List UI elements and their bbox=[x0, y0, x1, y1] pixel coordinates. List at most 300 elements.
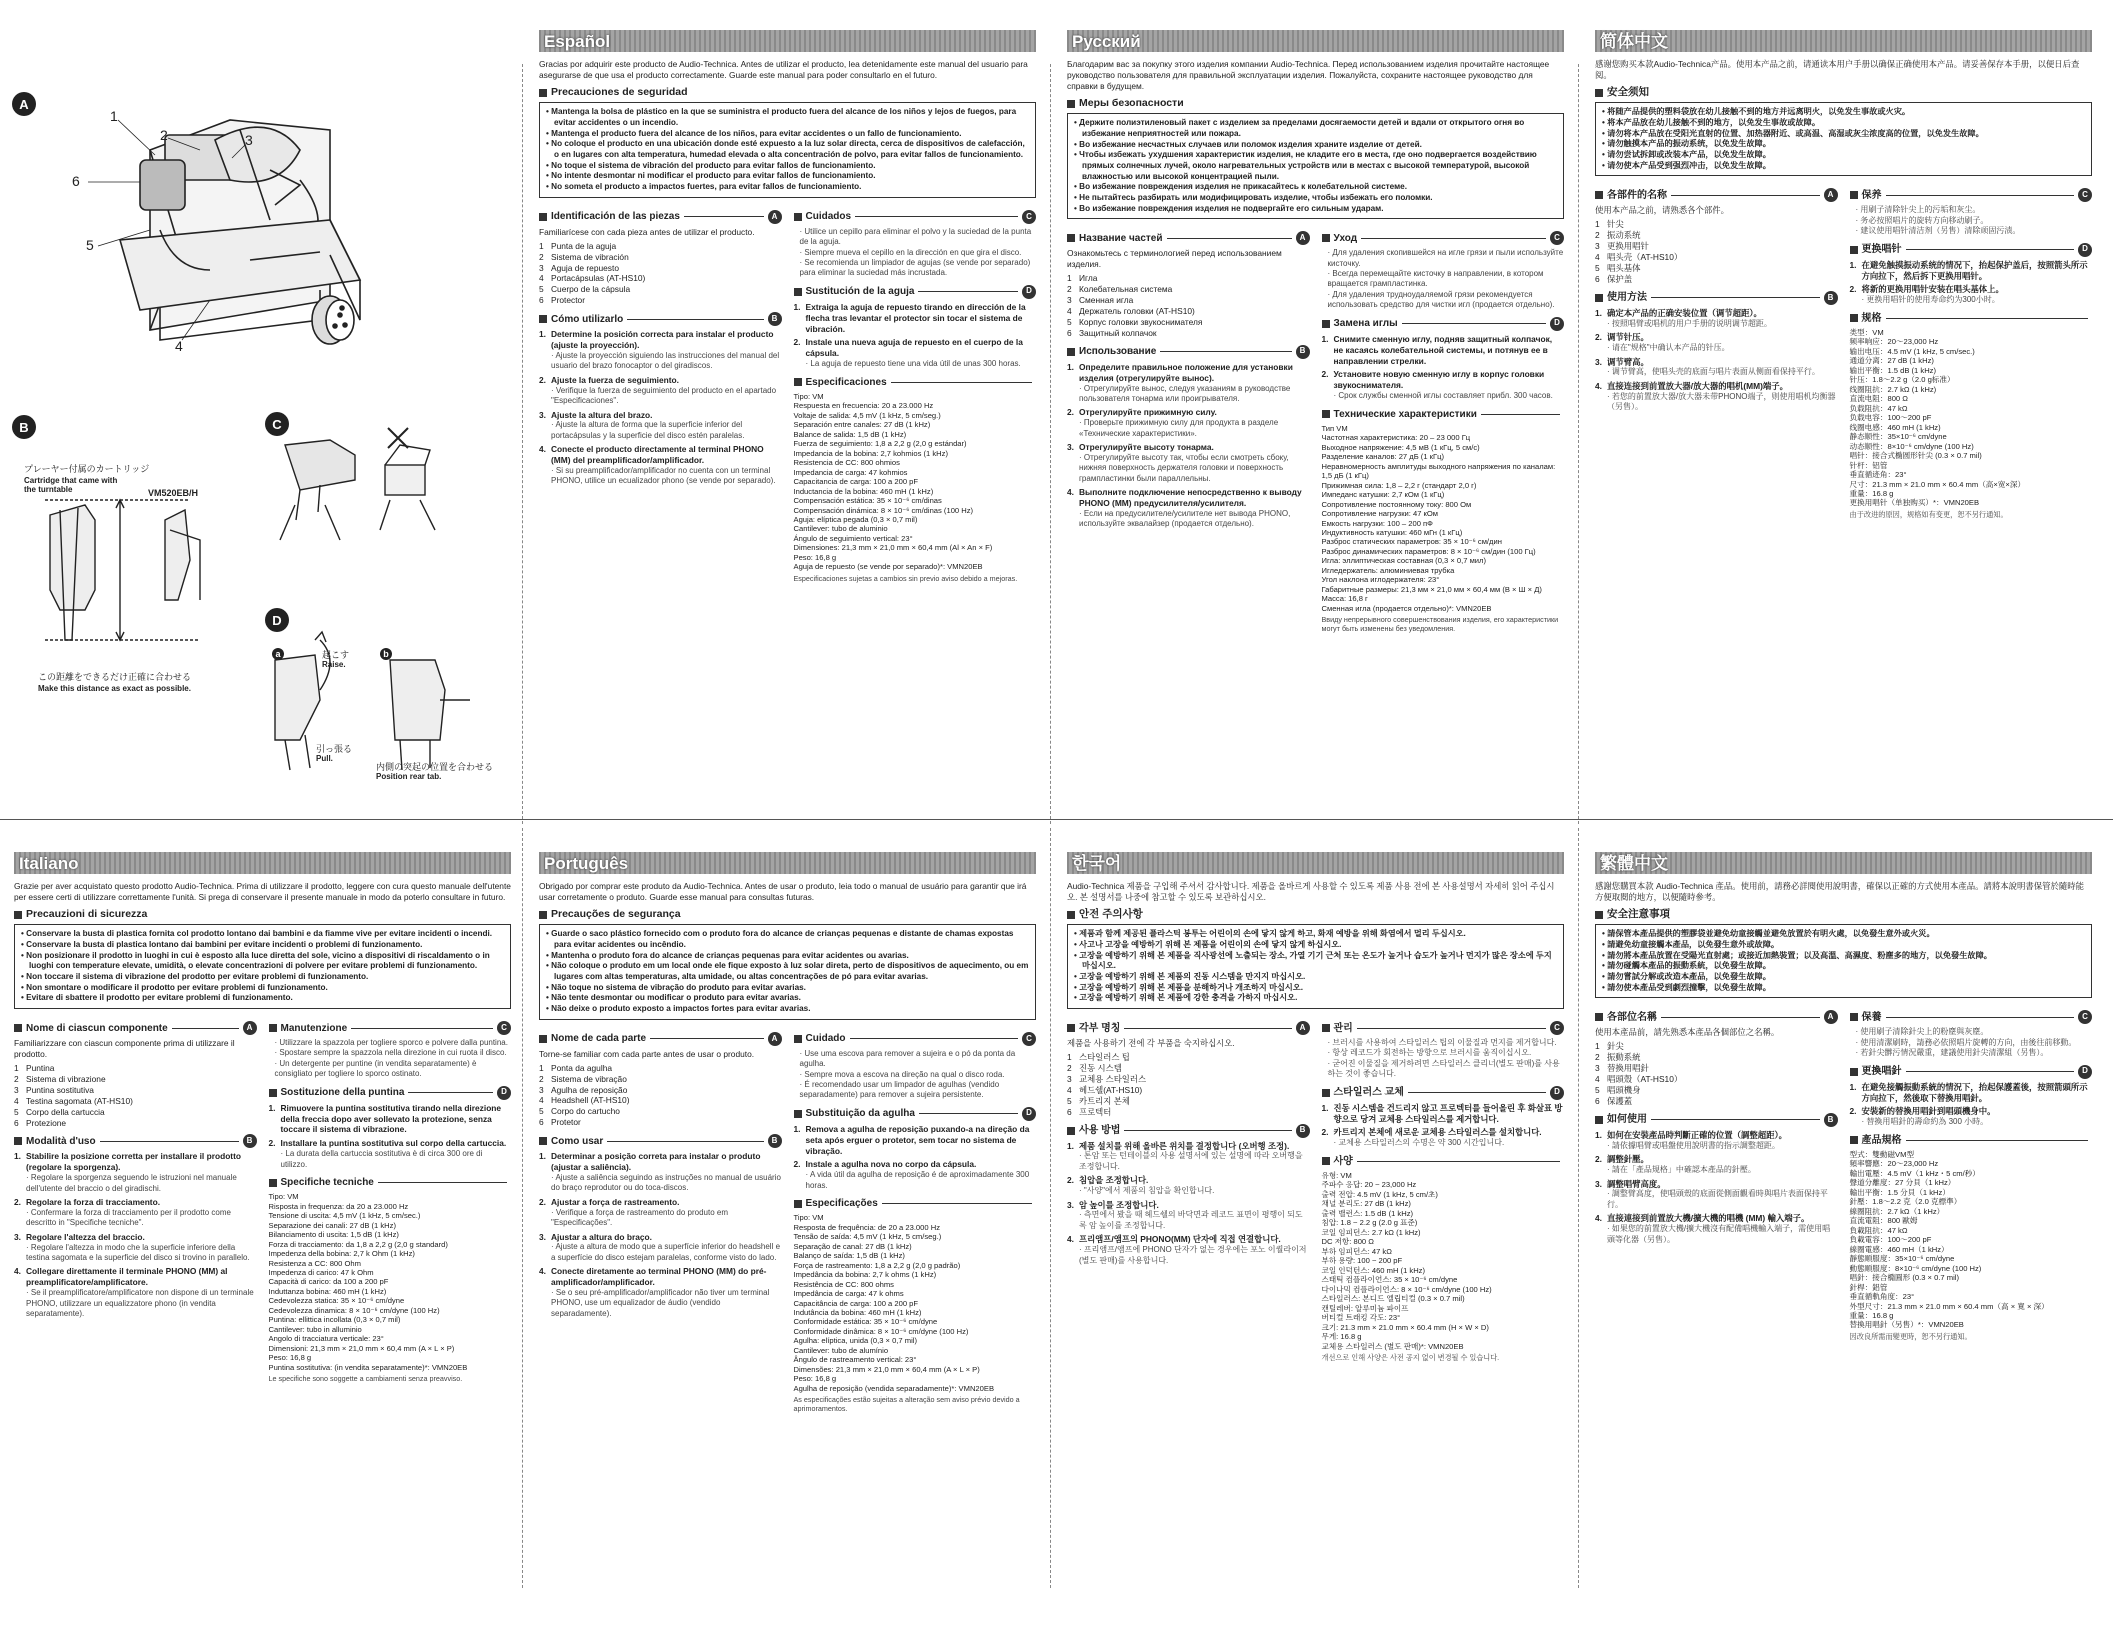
spec-note: Especificaciones sujetas a cambios sin previo aviso debido a mejoras. bbox=[793, 573, 1018, 583]
d-raise-en: Raise. bbox=[322, 660, 346, 669]
step-number: 1. bbox=[1321, 1102, 1329, 1113]
right-column bbox=[269, 1015, 512, 1384]
panel-title: Português bbox=[544, 854, 629, 873]
part-name: 프로텍터 bbox=[1079, 1106, 1112, 1117]
panel-title: 한국어 bbox=[1072, 854, 1122, 873]
replace-heading bbox=[1322, 1086, 1565, 1100]
step-item bbox=[539, 375, 782, 407]
step-title: 調整唱臂高度。 bbox=[1607, 1178, 1666, 1189]
step-number: 3. bbox=[539, 409, 546, 420]
safety-box bbox=[539, 102, 1036, 197]
step-number: 1. bbox=[793, 301, 801, 312]
safety-item: • Evitare di sbattere il prodotto per evitare problemi di funzionamento. bbox=[21, 993, 504, 1004]
step-title: Отрегулируйте прижимную силу. bbox=[1079, 407, 1217, 418]
step-item bbox=[539, 1197, 782, 1229]
safety-item: • 請勿碰觸本產品的振動系統，以免發生故障。 bbox=[1602, 961, 2085, 972]
care-item: · 使用清潔刷時，請務必依照唱片旋轉的方向，由後往前移動。 bbox=[1855, 1037, 2077, 1047]
care-heading bbox=[1850, 1010, 2093, 1024]
part-item bbox=[1067, 306, 1310, 317]
part-item bbox=[1595, 1096, 1838, 1107]
spec-note: As especificações estão sujeitas a alteração sem aviso prévio devido a aprimoramentos. bbox=[793, 1395, 1020, 1413]
step-number: 1. bbox=[539, 1151, 546, 1162]
part-name: 保护盖 bbox=[1607, 273, 1633, 284]
part-name: 唱頭殼（AT-HS10） bbox=[1607, 1074, 1683, 1085]
care-item: · Всегда перемещайте кисточку в направлении, в котором вращается грампластинка. bbox=[1327, 269, 1544, 289]
step-detail: · "사양"에서 제품의 침압을 확인합니다. bbox=[1079, 1186, 1215, 1196]
right-column bbox=[1850, 1004, 2093, 1341]
part-number: 5 bbox=[1067, 316, 1072, 327]
step-detail: · 请在"规格"中确认本产品的针压。 bbox=[1607, 343, 1730, 353]
part-number: 2 bbox=[539, 1073, 544, 1084]
replace-title: Замена иглы bbox=[1333, 318, 1398, 330]
safety-item: • Non posizionare il prodotto in luoghi in cui è esposto alla luce diretta del sole, vicino a dispositivi di riscaldamento o in luoghi con temperature elevate, umidità, o elevate concentrazioni di polvere per evitare problemi di funzionamento. bbox=[21, 951, 504, 972]
care-item: · Sempre mova a escova na direção na qual o disco roda. bbox=[799, 1069, 1005, 1079]
part-item bbox=[14, 1063, 257, 1074]
part-item bbox=[14, 1085, 257, 1096]
parts-heading bbox=[1595, 188, 1838, 202]
step-number: 4. bbox=[1595, 1213, 1602, 1224]
step-item bbox=[1067, 362, 1310, 405]
panel-intro: Благодарим вас за покупку этого изделия компании Audio-Technica. Перед использованием изделия прочитайте настоящее руководство пользователя для правильной эксплуатации изделия. Пожалуйста, сохраните настоящее руководство для справки в будущем. bbox=[1067, 59, 1550, 91]
part-name: 카트리지 본체 bbox=[1079, 1095, 1130, 1106]
part-number: 4 bbox=[539, 1095, 544, 1106]
step-number: 2. bbox=[1595, 1154, 1602, 1165]
part-name: 스타일러스 팁 bbox=[1079, 1052, 1130, 1062]
care-item: · 务必按照唱片的旋转方向移动刷子。 bbox=[1855, 215, 1989, 225]
step-title: Rimuovere la puntina sostitutiva tirando nella direzione della freccia dopo aver sollevato la protezione, senza toccare il sistema di vibrazione. bbox=[280, 1102, 502, 1135]
step-detail: · Срок службы сменной иглы составляет прибл. 300 часов. bbox=[1333, 391, 1553, 401]
right-column bbox=[794, 1026, 1037, 1414]
safety-item: • 請勿嘗試分解或改造本產品，以免發生故障。 bbox=[1602, 972, 2085, 983]
replace-title: Substituição da agulha bbox=[805, 1108, 915, 1120]
safety-heading bbox=[1595, 86, 2092, 100]
step-title: Stabilire la posizione corretta per installare il prodotto (regolare la sporgenza). bbox=[26, 1151, 242, 1173]
care-title: Уход bbox=[1333, 232, 1358, 244]
safety-title: 安全注意事項 bbox=[1607, 907, 1670, 920]
care-item: · 항상 레코드가 회전하는 방향으로 브러시를 움직이십시오. bbox=[1327, 1048, 1532, 1058]
replace-badge: D bbox=[497, 1086, 511, 1100]
care-item: · 브러시를 사용하여 스타일러스 팁의 이물질과 먼지를 제거합니다. bbox=[1327, 1038, 1557, 1048]
step-detail: · 교체용 스타일러스의 수명은 약 300 시간입니다. bbox=[1333, 1138, 1505, 1148]
step-title: Conecte el producto directamente al terminal PHONO (MM) del preamplificador/amplificador. bbox=[551, 444, 764, 466]
safety-item: • 请勿触摸本产品的振动系统，以免发生故障。 bbox=[1602, 139, 2085, 150]
replace-heading bbox=[794, 1107, 1037, 1121]
step-detail: · 측면에서 봤을 때 헤드쉘의 바닥면과 레코드 표면이 평행이 되도록 암 높이를 조정합니다. bbox=[1079, 1210, 1303, 1230]
replace-title: 스타일러스 교체 bbox=[1333, 1087, 1404, 1099]
step-item bbox=[1322, 1103, 1565, 1125]
use-badge: B bbox=[243, 1134, 257, 1148]
part-name: 교체용 스타일러스 bbox=[1079, 1073, 1147, 1084]
spec-title: 规格 bbox=[1861, 312, 1882, 324]
fold-line-6 bbox=[1578, 828, 1579, 1588]
step-item bbox=[1067, 407, 1310, 439]
section-b-badge: B bbox=[12, 415, 36, 439]
care-badge: C bbox=[1022, 210, 1036, 224]
part-name: Portacápsulas (AT-HS10) bbox=[551, 273, 646, 284]
step-detail: · Ajuste la altura de forma que la superficie inferior del portacápsulas y la superficie del disco estén paralelas. bbox=[551, 420, 745, 440]
use-title: Modalità d'uso bbox=[26, 1135, 96, 1147]
step-item bbox=[1595, 308, 1838, 329]
use-badge: B bbox=[1824, 1113, 1838, 1127]
part-number: 6 bbox=[539, 1117, 544, 1128]
step-number: 2. bbox=[1595, 332, 1602, 343]
safety-heading bbox=[539, 86, 1036, 100]
safety-box bbox=[1067, 924, 1564, 1009]
care-heading bbox=[794, 1032, 1037, 1046]
care-item: · 建议使用唱针清洁剂（另售）清除顽固污渍。 bbox=[1855, 226, 2021, 236]
left-column bbox=[1067, 1015, 1310, 1363]
safety-item: • 고장을 예방하기 위해 본 제품을 직사광선에 노출되는 장소, 가열 기기 근처 또는 온도가 높거나 습도가 높거나 먼지가 많은 장소에 두지 마십시오. bbox=[1074, 951, 1557, 972]
spec-note: 由于改进的原因，规格如有变更，恕不另行通知。 bbox=[1849, 509, 2008, 519]
step-item bbox=[1067, 487, 1310, 530]
parts-intro: Torne-se familiar com cada parte antes de usar o produto. bbox=[539, 1048, 755, 1059]
parts-badge: A bbox=[1824, 188, 1838, 202]
part-name: 替換用唱針 bbox=[1607, 1063, 1649, 1074]
use-title: Использование bbox=[1079, 346, 1157, 358]
step-detail: · Verifique la fuerza de seguimiento del producto en el apartado "Especificaciones". bbox=[551, 385, 777, 406]
safety-box bbox=[14, 924, 511, 1009]
step-item bbox=[794, 337, 1037, 369]
step-title: 在避免接觸振動系統的情況下，抬起保護蓋後，按照箭頭所示方向拉下，然後取下替換用唱針。 bbox=[1861, 1081, 2088, 1103]
replace-title: Sustitución de la aguja bbox=[805, 286, 915, 298]
use-heading bbox=[1067, 1124, 1310, 1138]
care-item: · 用刷子清除针尖上的污垢和灰尘。 bbox=[1855, 205, 1981, 215]
step-number: 4. bbox=[14, 1266, 21, 1277]
step-item bbox=[539, 1266, 782, 1319]
step-detail: · 如果您的前置放大機/擴大機沒有配備唱機輸入端子，需使用唱頭等化器（另售）。 bbox=[1607, 1224, 1831, 1244]
part-number: 2 bbox=[1067, 1062, 1072, 1073]
safety-item: • 請勿使本產品受到劇烈撞擊，以免發生故障。 bbox=[1602, 983, 2085, 994]
replace-steps bbox=[1850, 1082, 2093, 1128]
panel-title: Русский bbox=[1072, 32, 1141, 51]
language-panel-pt bbox=[525, 822, 1050, 1632]
step-detail: · Se il preamplificatore/amplificatore non dispone di un terminale PHONO, utilizzare un equalizzatore phono (in vendita separatamente). bbox=[26, 1288, 254, 1319]
part-name: Sistema de vibração bbox=[551, 1073, 627, 1084]
step-number: 1. bbox=[793, 1123, 801, 1134]
d-sub-a: a bbox=[272, 648, 284, 660]
step-title: 調整針壓。 bbox=[1607, 1154, 1649, 1165]
part-number: 5 bbox=[1595, 1085, 1600, 1096]
parts-intro: Familiarizzare con ciascun componente prima di utilizzare il prodotto. bbox=[14, 1038, 235, 1059]
step-item bbox=[539, 444, 782, 487]
safety-item: • 請勿將本產品放置在受陽光直射處；或接近加熱裝置；以及高溫、高濕度、粉塵多的地方，以免發生故障。 bbox=[1602, 951, 2085, 962]
step-title: Установите новую сменную иглу в корпус головки звукоснимателя. bbox=[1333, 369, 1545, 391]
d-rear-jp: 内側の突起の位置を合わせる bbox=[376, 762, 494, 772]
part-item bbox=[1067, 1052, 1310, 1063]
part-number: 3 bbox=[1595, 241, 1600, 252]
step-item bbox=[539, 1151, 782, 1194]
care-item: · 若針尖髒污情況嚴重，建議使用針尖清潔組（另售）。 bbox=[1855, 1048, 2049, 1058]
care-item: · Se recomienda un limpiador de agujas (se vende por separado) para eliminar la suciedad más incrustada. bbox=[799, 257, 1031, 278]
spec-list: 유형: VM 주파수 응답: 20 ~ 23,000 Hz 출력 전압: 4.5 mV (1 kHz, 5 cm/초) 채널 분리도: 27 dB (1 kHz) 출력 밸런스: 1.5 dB (1 kHz) 침압: 1.8 ~ 2.2 g (2.0 g 표준) 코일 임피던스: 2.7 kΩ (1 kHz) DC 저항: 800 Ω 부하 임피던스: 47 kΩ 부하 용량: 100 ~ 200 pF 코일 인덕턴스: 460 mH (1 kHz) 스태틱 컴플라이언스: 35 × 10⁻⁶ cm/dyne 다이나믹 컴플라이언스: 8 × 10⁻⁶ cm/dyne (100 Hz) 스타일러스: 본디드 엘립티컬 (0.3 × 0.7 mil) 캔틸레버: 알루미늄 파이프 버티컬 트래킹 각도: 23° 크기: 21.3 mm × 21.0 mm × 60.4 mm (H × W × D) 무게: 16.8 g 교체용 스타일러스 (별도 판매)*: VMN20EB bbox=[1321, 1170, 1492, 1351]
use-steps bbox=[539, 1151, 782, 1319]
language-panel-es bbox=[525, 0, 1050, 810]
safety-item: • Mantenga la bolsa de plástico en la que se suministra el producto fuera del alcance de los niños y lejos de fuegos, para evitar accidentes o un incendio. bbox=[546, 107, 1029, 128]
parts-heading bbox=[1595, 1010, 1838, 1024]
step-item bbox=[1850, 260, 2093, 282]
safety-item: • 請保管本產品提供的塑膠袋並避免幼童接觸並避免放置於有明火處，以免發生意外或火災。 bbox=[1602, 929, 2085, 940]
replace-title: 更換唱針 bbox=[1861, 1066, 1902, 1078]
parts-list bbox=[1067, 273, 1310, 339]
step-detail: · Verifique a força de rastreamento do produto em "Especificações". bbox=[551, 1207, 728, 1228]
safety-item: • 请勿将本产品放在受阳光直射的位置、加热器附近、或高温、高湿或灰尘浓度高的位置，以免发生故障。 bbox=[1602, 129, 2085, 140]
step-number: 4. bbox=[1067, 1234, 1074, 1245]
part-name: Ponta da agulha bbox=[551, 1062, 613, 1073]
step-item bbox=[1322, 334, 1565, 367]
part-item bbox=[1067, 1074, 1310, 1085]
step-number: 1. bbox=[1849, 259, 1857, 270]
use-steps bbox=[1067, 1141, 1310, 1266]
replace-heading bbox=[794, 285, 1037, 299]
right-column bbox=[1322, 225, 1565, 633]
step-number: 1. bbox=[268, 1102, 276, 1113]
care-list bbox=[1322, 248, 1565, 310]
use-badge: B bbox=[1296, 345, 1310, 359]
part-item bbox=[539, 1063, 782, 1074]
step-detail: · 若您的前置放大器/放大器未带PHONO端子，则使用唱机均衡器（另售）。 bbox=[1607, 391, 1836, 412]
spec-heading bbox=[1850, 312, 2093, 325]
step-title: 将新的更换用唱针安装在唱头基体上。 bbox=[1861, 284, 2004, 295]
replace-steps bbox=[794, 1124, 1037, 1191]
panel-title: Italiano bbox=[19, 854, 79, 873]
part-number: 1 bbox=[1067, 1052, 1072, 1062]
step-number: 2. bbox=[1321, 369, 1329, 380]
care-list bbox=[1322, 1038, 1565, 1080]
step-number: 3. bbox=[539, 1231, 546, 1242]
step-item bbox=[794, 302, 1037, 335]
step-number: 4. bbox=[1595, 380, 1602, 391]
part-item bbox=[1595, 230, 1838, 241]
part-number: 3 bbox=[1067, 295, 1072, 305]
step-title: 침압을 조정합니다. bbox=[1079, 1175, 1149, 1186]
parts-title: 각부 명칭 bbox=[1079, 1022, 1121, 1034]
panel-intro: Audio-Technica 제품을 구입해 주셔서 감사합니다. 제품을 올바르게 사용할 수 있도록 제품 사용 전에 본 사용설명서 자세히 읽어 주십시오. 본 설명서를 나중에 참고할 수 있도록 보관하십시오. bbox=[1067, 881, 1555, 902]
safety-heading bbox=[539, 908, 1036, 922]
b-label-en: Cartridge that came with the turntable bbox=[24, 476, 118, 495]
step-title: Regolare la forza di tracciamento. bbox=[26, 1197, 161, 1208]
part-number: 6 bbox=[1595, 273, 1600, 284]
step-detail: · 按照唱臂或唱机的用户手册的说明调节超距。 bbox=[1607, 318, 1772, 328]
parts-heading bbox=[539, 210, 782, 224]
safety-heading bbox=[1067, 97, 1564, 111]
care-heading bbox=[794, 210, 1037, 224]
diagram-panel bbox=[0, 0, 520, 810]
left-column bbox=[1595, 1004, 1838, 1341]
use-heading bbox=[1595, 1113, 1838, 1127]
part-number: 5 bbox=[1595, 263, 1600, 274]
part-number: 4 bbox=[1067, 1084, 1072, 1095]
part-item bbox=[1067, 1063, 1310, 1074]
panel-title-bar bbox=[539, 30, 1036, 52]
step-title: Определите правильное положение для установки изделия (отрегулируйте вынос). bbox=[1079, 361, 1293, 383]
step-title: Collegare direttamente il terminale PHONO (MM) al preamplificatore/amplificatore. bbox=[26, 1266, 228, 1288]
part-name: Corpo do cartucho bbox=[551, 1106, 620, 1117]
step-item bbox=[1595, 1179, 1838, 1211]
spec-heading bbox=[794, 1197, 1037, 1210]
part-name: 针尖 bbox=[1607, 219, 1624, 230]
parts-badge: A bbox=[768, 210, 782, 224]
step-detail: · Ajuste la proyección siguiendo las instrucciones del manual del usuario del brazo fonocaptor o del giradiscos. bbox=[551, 351, 780, 371]
parts-title: 各部位名稱 bbox=[1607, 1011, 1657, 1023]
right-column bbox=[794, 204, 1037, 584]
step-detail: · Отрегулируйте вынос, следуя указаниям в руководстве пользователя тонарма или проигрывателя. bbox=[1079, 383, 1291, 403]
part-number: 3 bbox=[14, 1084, 19, 1095]
parts-heading bbox=[1067, 1021, 1310, 1035]
part-number: 6 bbox=[1595, 1095, 1600, 1106]
spec-list: Tipo: VM Risposta in frequenza: da 20 a 23.000 Hz Tensione di uscita: 4,5 mV (1 kHz, 5 cm/sec.) Separazione dei canali: 27 dB (1 kHz) Bilanciamento di uscita: 1,5 dB (1 kHz) Forza di tracciamento: da 1,8 a 2,2 g (2,0 g standard) Impedenza della bobina: 2,7 k Ohm (1 kHz) Resistenza a CC: 800 Ohm Impedenza di carico: 47 k Ohm Capacità di carico: da 100 a 200 pF Induttanza bobina: 460 mH (1 kHz) Cedevolezza statica: 35 × 10⁻⁶ cm/dyne Cedevolezza dinamica: 8 × 10⁻⁶ cm/dyne (100 Hz) Puntina: ellittica incollata (0,3 × 0,7 mil) Cantilever: tubo in alluminio Angolo di tracciatura verticale: 23° Dimensioni: 21,3 mm × 21,0 mm × 60,4 mm (A × L × P) Peso: 16,8 g Puntina sostitutiva: (in vendita separatamente)*: VMN20EB bbox=[268, 1192, 468, 1372]
panel-intro: Obrigado por comprar este produto da Audio-Technica. Antes de usar o produto, leia todo o manual de usuário para garantir que irá usar corretamente o produto. Guarde esse manual para consultas futuras. bbox=[539, 881, 1027, 902]
part-name: 振動系統 bbox=[1607, 1052, 1641, 1063]
part-number: 2 bbox=[1595, 1052, 1600, 1063]
part-number: 6 bbox=[1067, 1106, 1072, 1117]
step-detail: · 調整臂高度，使唱頭殼的底面從側面觀看時與唱片表面保持平行。 bbox=[1607, 1189, 1828, 1209]
safety-item: • Conservare la busta di plastica lontano dai bambini per evitare incidenti o problemi di funzionamento. bbox=[21, 940, 504, 951]
step-number: 1. bbox=[1067, 1140, 1074, 1151]
care-item: · Siempre mueva el cepillo en la dirección en que gira el disco. bbox=[799, 247, 1022, 257]
care-list bbox=[794, 1049, 1037, 1101]
step-detail: · 톤암 또는 턴테이블의 사용 설명서에 있는 설명에 따라 오버행을 조정합니다. bbox=[1079, 1151, 1303, 1171]
care-title: Cuidados bbox=[805, 211, 852, 223]
step-detail: · La aguja de repuesto tiene una vida útil de unas 300 horas. bbox=[805, 359, 1021, 369]
parts-heading bbox=[539, 1032, 782, 1046]
use-badge: B bbox=[1824, 291, 1838, 305]
parts-list bbox=[1067, 1052, 1310, 1118]
spec-note: 因改良所需而變更時，恕不另行通知。 bbox=[1849, 1331, 1972, 1341]
fold-line-horizontal bbox=[0, 819, 2113, 820]
parts-intro: 使用本产品之前，请熟悉各个部件。 bbox=[1595, 205, 1729, 216]
language-panel-ko bbox=[1053, 822, 1578, 1632]
safety-item: • Guarde o saco plástico fornecido com o produto fora do alcance de crianças pequenas e distante de chamas expostas para evitar acidentes ou incêndio. bbox=[546, 929, 1029, 950]
panel-title-bar bbox=[1067, 852, 1564, 874]
care-item: · Spostare sempre la spazzola nella direzione in cui ruota il disco. bbox=[274, 1048, 507, 1058]
care-item: · Use uma escova para remover a sujeira e o pó da ponta da agulha. bbox=[799, 1048, 1016, 1069]
safety-heading bbox=[14, 908, 511, 922]
use-steps bbox=[1595, 308, 1838, 413]
part-name: Cuerpo de la cápsula bbox=[551, 284, 631, 295]
parts-list bbox=[539, 1063, 782, 1129]
panel-title-bar bbox=[1595, 30, 2092, 52]
replace-heading bbox=[269, 1086, 512, 1100]
section-d-badge: D bbox=[265, 608, 289, 632]
part-item bbox=[539, 241, 782, 252]
use-title: Cómo utilizarlo bbox=[551, 313, 624, 325]
use-badge: B bbox=[1296, 1124, 1310, 1138]
use-steps bbox=[1595, 1130, 1838, 1245]
step-item bbox=[1322, 1127, 1565, 1148]
part-item bbox=[539, 273, 782, 284]
part-number: 4 bbox=[1067, 305, 1072, 316]
step-item bbox=[269, 1138, 512, 1170]
safety-title: 안전 주의사항 bbox=[1079, 907, 1143, 920]
step-title: 直接連接到前置放大機/擴大機的唱機 (MM) 輸入端子。 bbox=[1607, 1213, 1810, 1224]
care-item: · Utilizzare la spazzola per togliere sporco e polvere dalla puntina. bbox=[274, 1038, 508, 1048]
step-detail: · 调节臂高，使唱头壳的底面与唱片表面从侧面看保持平行。 bbox=[1607, 367, 1820, 377]
step-item bbox=[14, 1151, 257, 1194]
part-number: 1 bbox=[539, 240, 544, 251]
use-title: 如何使用 bbox=[1607, 1114, 1647, 1126]
step-detail: · Regolare la sporgenza seguendo le istruzioni nel manuale dell'utente del braccio o del giradischi. bbox=[26, 1173, 237, 1193]
parts-list bbox=[14, 1063, 257, 1129]
step-detail: · A vida útil da agulha de reposição é de aproximadamente 300 horas. bbox=[805, 1170, 1030, 1190]
part-item bbox=[539, 284, 782, 295]
step-number: 3. bbox=[1595, 356, 1602, 367]
safety-item: • Conservare la busta di plastica fornita col prodotto lontano dai bambini e da fiamme vive per evitare incidenti o incendi. bbox=[21, 929, 504, 940]
part-item bbox=[1067, 1107, 1310, 1118]
step-detail: · Проверьте прижимную силу для продукта в разделе «Технические характеристики». bbox=[1079, 418, 1279, 438]
part-item bbox=[1067, 284, 1310, 295]
step-number: 4. bbox=[539, 1266, 546, 1277]
panel-title: 繁體中文 bbox=[1600, 854, 1668, 873]
parts-heading bbox=[14, 1021, 257, 1035]
care-title: Manutenzione bbox=[280, 1022, 348, 1034]
spec-list: 类型：VM 频率响应：20～23,000 Hz 输出电压：4.5 mV (1 kHz, 5 cm/sec.) 通道分离：27 dB (1 kHz) 输出平衡：1.5 dB (1 kHz) 针压：1.8～2.2 g（2.0 g标准） 线圈阻抗：2.7 kΩ (1 kHz) 直流电阻：800 Ω 负载阻抗：47 kΩ 负载电容：100～200 pF 线圈电感：460 mH (1 kHz) 静态顺性：35×10⁻⁶ cm/dyne 动态顺性：8×10⁻⁶ cm/dyne (100 Hz) 唱针：接合式椭圆形针尖 (0.3 × 0.7 mil) 针杆：铝管 垂直循迹角：23° 尺寸：21.3 mm × 21.0 mm × 60.4 mm（高×宽×深） 重量：16.8 g 更换用唱针（单独购买）*：VMN20EB bbox=[1849, 327, 2026, 508]
part-name: Protezione bbox=[26, 1117, 67, 1128]
safety-item: • Não deixe o produto exposto a impactos fortes para evitar avarias. bbox=[546, 1004, 1029, 1015]
step-number: 1. bbox=[539, 329, 546, 340]
d-pull-en: Pull. bbox=[316, 754, 333, 763]
parts-badge: A bbox=[768, 1032, 782, 1046]
part-number: 2 bbox=[14, 1073, 19, 1084]
care-heading bbox=[269, 1021, 512, 1035]
step-item bbox=[1322, 369, 1565, 401]
part-number-6: 6 bbox=[72, 173, 80, 189]
step-title: 진동 시스템을 건드리지 않고 프로텍터를 들어올린 후 화살표 방향으로 당겨 교체용 스타일러스를 제거합니다. bbox=[1333, 1102, 1563, 1124]
step-detail: · Se o seu pré-amplificador/amplificador não tiver um terminal PHONO, use um equalizador de áudio (vendido separadamente). bbox=[551, 1288, 770, 1318]
part-name: Корпус головки звукоснимателя bbox=[1079, 316, 1203, 327]
part-item bbox=[539, 1117, 782, 1128]
part-name: Защитный колпачок bbox=[1079, 327, 1157, 338]
care-badge: C bbox=[1550, 1021, 1564, 1035]
step-item bbox=[1595, 1154, 1838, 1175]
parts-list bbox=[539, 241, 782, 307]
step-item bbox=[1850, 284, 2093, 305]
step-item bbox=[539, 1232, 782, 1264]
b-model-label: VM520EB/H bbox=[148, 488, 199, 498]
safety-item: • Mantenha o produto fora do alcance de crianças pequenas para evitar acidentes ou avarias. bbox=[546, 951, 1029, 962]
safety-item: • No coloque el producto en una ubicación donde esté expuesto a la luz solar directa, cerca de dispositivos de calefacción, o en lugares con alta temperatura, humedad elevada o alta concentración de polvo, para evitar fallos de funcionamiento. bbox=[546, 139, 1029, 160]
safety-item: • Non smontare o modificare il prodotto per evitare problemi di funzionamento. bbox=[21, 983, 504, 994]
use-badge: B bbox=[768, 1134, 782, 1148]
step-detail: · Confermare la forza di tracciamento per il prodotto come descritto in "Specifiche tecniche". bbox=[26, 1208, 231, 1228]
part-number-2: 2 bbox=[160, 127, 168, 143]
care-item: · Un detergente per puntine (in vendita separatamente) è consigliato per togliere lo sporco ostinato. bbox=[274, 1058, 477, 1079]
care-badge: C bbox=[1550, 231, 1564, 245]
parts-title: Identificación de las piezas bbox=[551, 211, 680, 223]
care-item: · Utilice un cepillo para eliminar el polvo y la suciedad de la punta de la aguja. bbox=[799, 226, 1032, 247]
care-list bbox=[1850, 205, 2093, 236]
step-title: Determine la posición correcta para instalar el producto (ajuste la proyección). bbox=[551, 329, 774, 351]
part-item bbox=[1595, 274, 1838, 285]
replace-heading bbox=[1322, 317, 1565, 331]
step-title: Remova a agulha de reposição puxando-a na direção da seta após erguer o protetor, sem tocar no sistema de vibração. bbox=[805, 1123, 1030, 1156]
safety-item: • Non toccare il sistema di vibrazione del prodotto per evitare problemi di funzionamento. bbox=[21, 972, 504, 983]
part-number: 1 bbox=[14, 1062, 19, 1073]
part-name: Сменная игла bbox=[1079, 295, 1134, 305]
left-column bbox=[539, 1026, 782, 1414]
spec-note: Le specifiche sono soggette a cambiamenti senza preavviso. bbox=[268, 1374, 463, 1384]
safety-box bbox=[539, 924, 1036, 1019]
spec-heading bbox=[794, 376, 1037, 389]
safety-heading bbox=[1067, 908, 1564, 922]
section-c-badge: C bbox=[265, 412, 289, 436]
step-item bbox=[1067, 1200, 1310, 1232]
step-number: 3. bbox=[1595, 1178, 1602, 1189]
step-title: Отрегулируйте высоту тонарма. bbox=[1079, 442, 1214, 453]
step-number: 2. bbox=[793, 337, 801, 348]
safety-title: Precauções de segurança bbox=[551, 907, 681, 920]
step-number: 2. bbox=[793, 1159, 801, 1170]
safety-item: • 請避免幼童接觸本產品，以免發生意外或故障。 bbox=[1602, 940, 2085, 951]
